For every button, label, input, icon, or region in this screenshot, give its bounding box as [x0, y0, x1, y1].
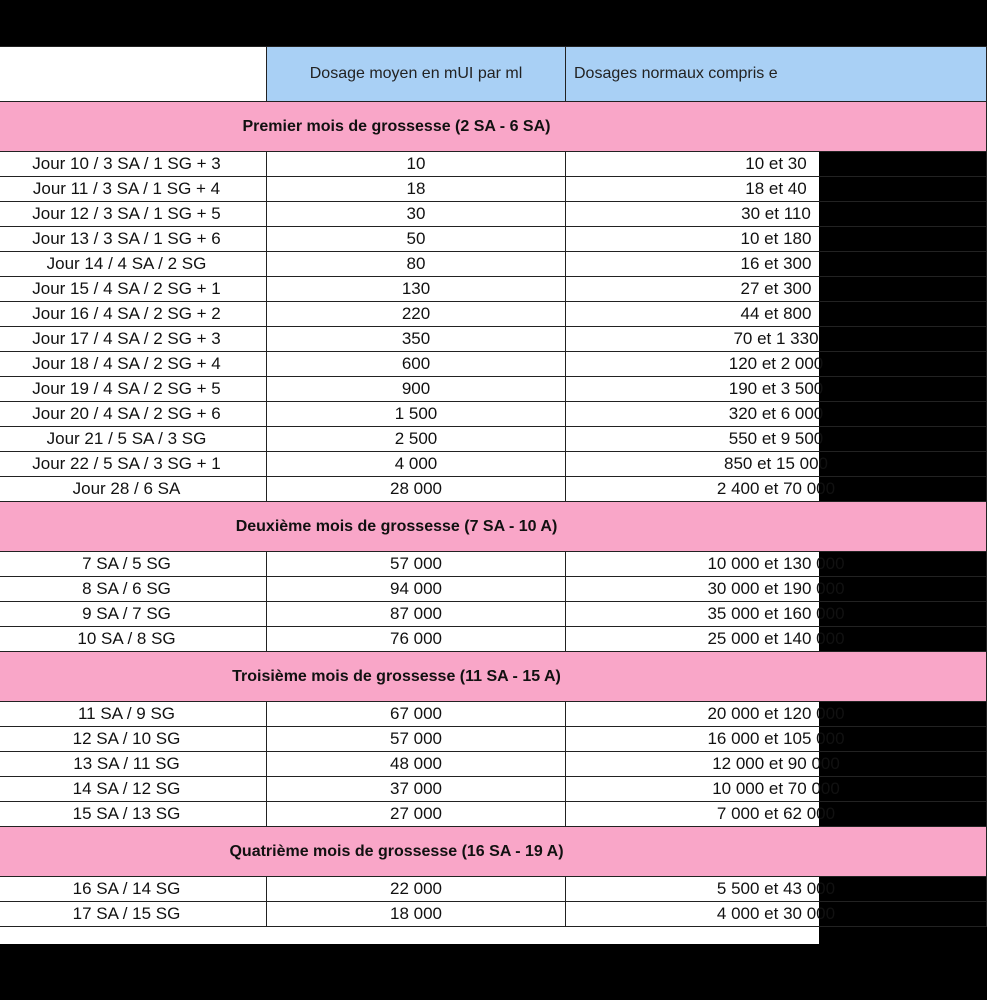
- section-header-row: [0, 102, 987, 152]
- normal-range-cell: 12 000 et 90 000: [566, 752, 987, 777]
- average-dosage-cell: 600: [267, 352, 566, 377]
- period-cell: Jour 18 / 4 SA / 2 SG + 4: [0, 352, 267, 377]
- table-row: [0, 877, 987, 902]
- average-dosage-cell: 87 000: [267, 602, 566, 627]
- average-dosage-cell: 30: [267, 202, 566, 227]
- average-dosage-cell: 80: [267, 252, 566, 277]
- normal-range-cell: 30 000 et 190 000: [566, 577, 987, 602]
- period-cell: 17 SA / 15 SG: [0, 902, 267, 927]
- normal-range-cell: 550 et 9 500: [566, 427, 987, 452]
- table-row: [0, 752, 987, 777]
- period-cell: 12 SA / 10 SG: [0, 727, 267, 752]
- normal-range-cell: 850 et 15 000: [566, 452, 987, 477]
- period-cell: Jour 10 / 3 SA / 1 SG + 3: [0, 152, 267, 177]
- table-row: [0, 427, 987, 452]
- average-dosage-cell: 350: [267, 327, 566, 352]
- normal-range-cell: 10 000 et 130 000: [566, 552, 987, 577]
- period-cell: 9 SA / 7 SG: [0, 602, 267, 627]
- average-dosage-cell: 18 000: [267, 902, 566, 927]
- average-dosage-cell: 22 000: [267, 877, 566, 902]
- normal-range-cell: 5 500 et 43 000: [566, 877, 987, 902]
- period-cell: Jour 19 / 4 SA / 2 SG + 5: [0, 377, 267, 402]
- average-dosage-cell: 220: [267, 302, 566, 327]
- section-title: Troisième mois de grossesse (11 SA - 15 A): [232, 668, 561, 685]
- average-dosage-cell: 27 000: [267, 802, 566, 827]
- table-row: [0, 802, 987, 827]
- table-row: [0, 202, 987, 227]
- normal-range-cell: 10 et 30: [566, 152, 987, 177]
- average-dosage-cell: 76 000: [267, 627, 566, 652]
- average-dosage-cell: 94 000: [267, 577, 566, 602]
- header-normal-range: Dosages normaux compris e: [566, 47, 987, 102]
- average-dosage-cell: 28 000: [267, 477, 566, 502]
- table-sheet: [0, 46, 845, 944]
- period-cell: Jour 13 / 3 SA / 1 SG + 6: [0, 227, 267, 252]
- header-average-dosage: Dosage moyen en mUI par ml: [267, 47, 566, 102]
- normal-range-cell: 190 et 3 500: [566, 377, 987, 402]
- average-dosage-cell: 18: [267, 177, 566, 202]
- table-row: [0, 702, 987, 727]
- header-row: [0, 47, 987, 102]
- table-row: [0, 227, 987, 252]
- period-cell: 8 SA / 6 SG: [0, 577, 267, 602]
- table-row: [0, 277, 987, 302]
- table-row: [0, 402, 987, 427]
- table-row: [0, 302, 987, 327]
- period-cell: Jour 11 / 3 SA / 1 SG + 4: [0, 177, 267, 202]
- table-row: [0, 577, 987, 602]
- section-title: Deuxième mois de grossesse (7 SA - 10 A): [235, 518, 558, 535]
- normal-range-cell: 16 et 300: [566, 252, 987, 277]
- average-dosage-cell: 4 000: [267, 452, 566, 477]
- table-row: [0, 327, 987, 352]
- section-title-cell: [0, 102, 987, 152]
- period-cell: Jour 17 / 4 SA / 2 SG + 3: [0, 327, 267, 352]
- period-cell: Jour 14 / 4 SA / 2 SG: [0, 252, 267, 277]
- period-cell: 11 SA / 9 SG: [0, 702, 267, 727]
- hcg-dosage-table: [0, 46, 987, 927]
- table-row: [0, 552, 987, 577]
- normal-range-cell: 27 et 300: [566, 277, 987, 302]
- section-title-cell: [0, 827, 987, 877]
- period-cell: Jour 20 / 4 SA / 2 SG + 6: [0, 402, 267, 427]
- normal-range-cell: 18 et 40: [566, 177, 987, 202]
- section-header-row: [0, 652, 987, 702]
- normal-range-cell: 30 et 110: [566, 202, 987, 227]
- normal-range-cell: 120 et 2 000: [566, 352, 987, 377]
- average-dosage-cell: 48 000: [267, 752, 566, 777]
- period-cell: 14 SA / 12 SG: [0, 777, 267, 802]
- normal-range-cell: 44 et 800: [566, 302, 987, 327]
- normal-range-cell: 35 000 et 160 000: [566, 602, 987, 627]
- average-dosage-cell: 50: [267, 227, 566, 252]
- normal-range-cell: 320 et 6 000: [566, 402, 987, 427]
- table-row: [0, 627, 987, 652]
- section-title-cell: [0, 652, 987, 702]
- period-cell: Jour 12 / 3 SA / 1 SG + 5: [0, 202, 267, 227]
- period-cell: Jour 16 / 4 SA / 2 SG + 2: [0, 302, 267, 327]
- section-header-row: [0, 827, 987, 877]
- average-dosage-cell: 57 000: [267, 727, 566, 752]
- period-cell: Jour 22 / 5 SA / 3 SG + 1: [0, 452, 267, 477]
- table-row: [0, 727, 987, 752]
- average-dosage-cell: 2 500: [267, 427, 566, 452]
- table-row: [0, 152, 987, 177]
- section-title: Quatrième mois de grossesse (16 SA - 19 A): [229, 843, 564, 860]
- table-row: [0, 252, 987, 277]
- period-cell: 16 SA / 14 SG: [0, 877, 267, 902]
- average-dosage-cell: 10: [267, 152, 566, 177]
- normal-range-cell: 20 000 et 120 000: [566, 702, 987, 727]
- normal-range-cell: 10 000 et 70 000: [566, 777, 987, 802]
- normal-range-cell: 4 000 et 30 000: [566, 902, 987, 927]
- average-dosage-cell: 900: [267, 377, 566, 402]
- period-cell: 10 SA / 8 SG: [0, 627, 267, 652]
- average-dosage-cell: 57 000: [267, 552, 566, 577]
- normal-range-cell: 10 et 180: [566, 227, 987, 252]
- period-cell: 13 SA / 11 SG: [0, 752, 267, 777]
- table-row: [0, 352, 987, 377]
- normal-range-cell: 7 000 et 62 000: [566, 802, 987, 827]
- normal-range-cell: 2 400 et 70 000: [566, 477, 987, 502]
- average-dosage-cell: 1 500: [267, 402, 566, 427]
- section-header-row: [0, 502, 987, 552]
- normal-range-cell: 70 et 1 330: [566, 327, 987, 352]
- normal-range-cell: 16 000 et 105 000: [566, 727, 987, 752]
- average-dosage-cell: 37 000: [267, 777, 566, 802]
- period-cell: 7 SA / 5 SG: [0, 552, 267, 577]
- period-cell: Jour 21 / 5 SA / 3 SG: [0, 427, 267, 452]
- table-row: [0, 452, 987, 477]
- table-row: [0, 602, 987, 627]
- section-title: Premier mois de grossesse (2 SA - 6 SA): [242, 118, 551, 135]
- section-title-cell: [0, 502, 987, 552]
- table-row: [0, 477, 987, 502]
- period-cell: Jour 15 / 4 SA / 2 SG + 1: [0, 277, 267, 302]
- average-dosage-cell: 130: [267, 277, 566, 302]
- period-cell: Jour 28 / 6 SA: [0, 477, 267, 502]
- table-row: [0, 177, 987, 202]
- header-period: [0, 47, 267, 102]
- average-dosage-cell: 67 000: [267, 702, 566, 727]
- table-row: [0, 902, 987, 927]
- period-cell: 15 SA / 13 SG: [0, 802, 267, 827]
- table-row: [0, 777, 987, 802]
- table-row: [0, 377, 987, 402]
- normal-range-cell: 25 000 et 140 000: [566, 627, 987, 652]
